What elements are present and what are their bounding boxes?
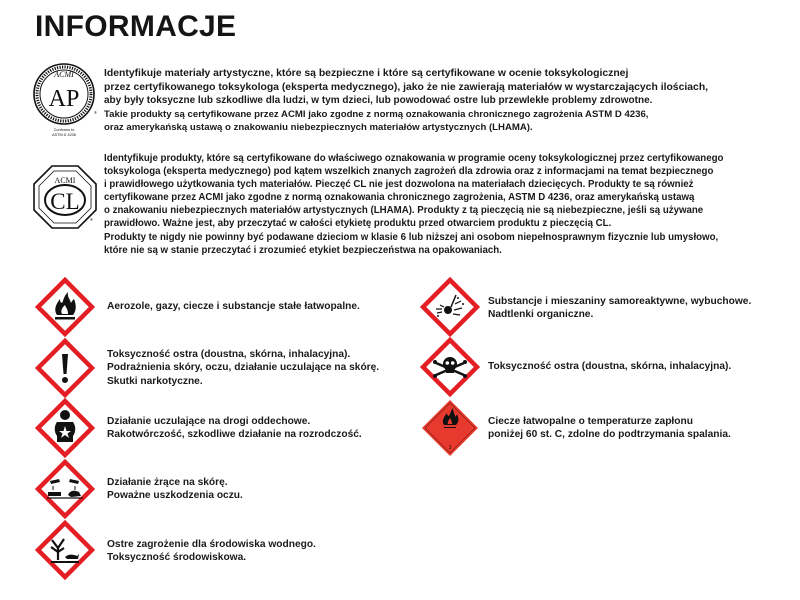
hazard-flammable-liquid xyxy=(420,398,780,458)
text-line: Poważne uszkodzenia oczu. xyxy=(107,490,243,502)
hazard-description xyxy=(488,295,751,322)
hazard-toxic xyxy=(420,337,780,397)
hazard-health xyxy=(35,398,395,458)
text-line: oraz amerykańską ustawą o znakowaniu niebezpiecznych materiałów artystycznych (LHAMA). xyxy=(104,122,533,134)
text-line: aby były toksyczne lub szkodliwe dla ludzi, w tym dzieci, lub powodować ostre lub przewlekłe problemy zdrowotne. xyxy=(104,95,653,107)
corrosion-icon xyxy=(35,459,95,519)
hazard-description xyxy=(107,476,243,503)
cert-ap-description xyxy=(104,67,708,135)
hazard-corrosive xyxy=(35,459,395,519)
hazard-environment xyxy=(35,520,395,580)
hazard-flammable xyxy=(35,277,395,337)
exclamation-icon xyxy=(35,338,95,398)
hazard-description xyxy=(488,360,731,373)
hazard-irritant xyxy=(35,338,395,398)
cert-cl-description xyxy=(104,152,723,257)
text-line: toksykologa (eksperta medycznego) pod kątem wszelkich znanych zagrożeń dla zdrowia oraz z informacjami na temat bezpiecznego xyxy=(104,166,714,178)
text-line: Identyfikuje materiały artystyczne, które są bezpieczne i które są certyfikowane w ocenie toksykologicznej xyxy=(104,68,629,79)
hazard-description xyxy=(107,348,379,388)
svg-text:Conforms to: Conforms to xyxy=(53,128,75,132)
hazard-description xyxy=(107,415,362,442)
text-line: o znakowaniu niebezpiecznych materiałów artystycznych (LHAMA). Produkty z tą pieczęcią nie są niebezpieczne, jeśli są używane xyxy=(104,205,704,217)
text-line: Aerozole, gazy, ciecze i substancje stałe łatwopalne. xyxy=(107,301,360,312)
cert-ap-section xyxy=(0,62,800,142)
text-line: certyfikowane przez ACMI jako zgodne z normą oznakowania chronicznego zagrożenia, ASTM D 4236, oraz amerykańską ustawą xyxy=(104,192,695,204)
text-line: Ostre zagrożenie dla środowiska wodnego. xyxy=(107,539,316,550)
text-line: Takie produkty są certyfikowane przez ACMI jako zgodne z normą oznakowania chronicznego zagrożenia ASTM D 4236, xyxy=(104,108,649,120)
text-line: Produkty te nigdy nie powinny być podawane dzieciom w klasie 6 lub niższej ani osobom niepełnosprawnym fizycznie lub umysłowo, xyxy=(104,231,719,243)
text-line: Identyfikuje produkty, które są certyfikowane do właściwego oznakowania w programie oceny toksykologicznej przez certyfikowanego xyxy=(104,153,724,164)
text-line: Rakotwórczość, szkodliwe działanie na rozrodczość. xyxy=(107,429,362,441)
svg-text:ASTM D 4236: ASTM D 4236 xyxy=(52,133,76,137)
flammable-liquid-class3-icon xyxy=(420,398,480,458)
cert-cl-section xyxy=(0,148,800,258)
text-line: przez certyfikowanego toksykologa (eksperta medycznego), jako że nie zawierają materiałów w wystarczających ilościach, xyxy=(104,81,709,93)
acmi-cl-seal-icon xyxy=(30,162,100,232)
health-hazard-icon xyxy=(35,398,95,458)
svg-text:ACMI: ACMI xyxy=(54,176,76,185)
svg-text:3: 3 xyxy=(448,445,452,451)
svg-text:®: ® xyxy=(94,110,97,115)
acmi-ap-seal-icon xyxy=(30,62,100,142)
svg-text:ACMI: ACMI xyxy=(54,70,74,79)
text-line: Nadtlenki organiczne. xyxy=(488,309,594,321)
hazard-explosive xyxy=(420,277,780,337)
text-line: Toksyczność ostra (doustna, skórna, inhalacyjna). xyxy=(488,361,732,372)
text-line: Toksyczność ostra (doustna, skórna, inhalacyjna). xyxy=(107,349,351,360)
page-title: INFORMACJE xyxy=(35,10,237,43)
text-line: które nie są w stanie przeczytać i zrozumieć etykiet bezpieczeństwa na opakowaniach. xyxy=(104,244,502,256)
text-line: Substancje i mieszaniny samoreaktywne, wybuchowe. xyxy=(488,296,752,307)
text-line: Działanie żrące na skórę. xyxy=(107,477,228,488)
text-line: Skutki narkotyczne. xyxy=(107,375,203,387)
text-line: prawidłowo. Ważne jest, aby przeczytać w całości etykietę produktu przed otwarciem produktu z pieczęcią CL. xyxy=(104,218,612,230)
exploding-bomb-icon xyxy=(420,277,480,337)
hazard-description xyxy=(107,538,316,565)
text-line: poniżej 60 st. C, zdolne do podtrzymania spalania. xyxy=(488,429,731,441)
text-line: Działanie uczulające na drogi oddechowe. xyxy=(107,416,311,427)
svg-text:®: ® xyxy=(90,217,93,222)
skull-crossbones-icon xyxy=(420,337,480,397)
environment-icon xyxy=(35,520,95,580)
text-line: i prawidłowego użytkowania tych materiałów. Pieczęć CL nie jest dozwolona na materiałach dziecięcych. Produkty te są również xyxy=(104,179,694,191)
hazard-description xyxy=(488,415,731,442)
svg-text:CL: CL xyxy=(50,189,80,214)
text-line: Ciecze łatwopalne o temperaturze zapłonu xyxy=(488,416,693,427)
svg-text:AP: AP xyxy=(48,86,80,112)
text-line: Podrażnienia skóry, oczu, działanie uczulające na skórę. xyxy=(107,362,380,374)
text-line: Toksyczność środowiskowa. xyxy=(107,552,247,564)
hazard-description xyxy=(107,300,360,313)
flame-icon xyxy=(35,277,95,337)
